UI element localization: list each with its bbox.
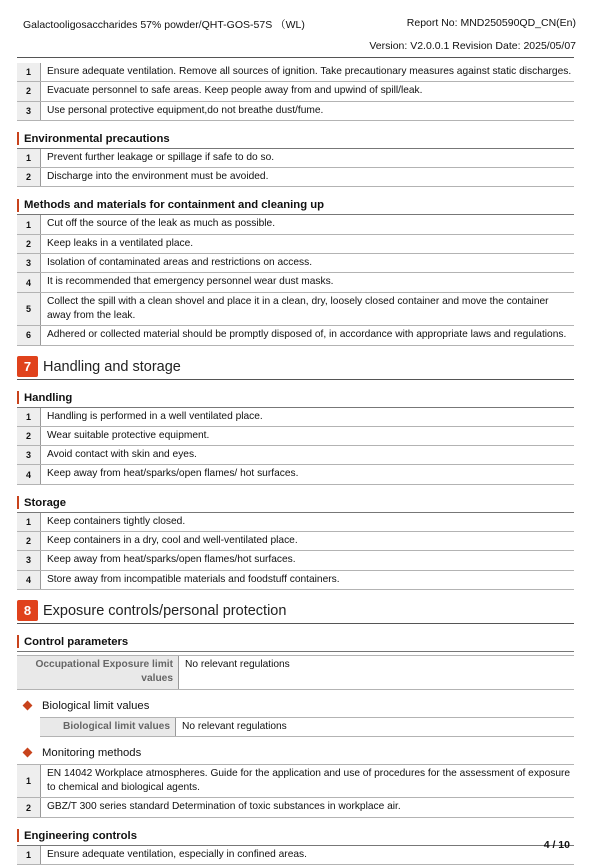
row-text: Keep away from heat/sparks/open flames/ hot surfaces. bbox=[47, 468, 299, 480]
table-row bbox=[17, 427, 574, 446]
table-row bbox=[17, 254, 574, 273]
document-body bbox=[17, 63, 574, 865]
monitoring-methods-heading: Monitoring methods bbox=[17, 745, 574, 761]
oel-label: Occupational Exposure limit values bbox=[17, 656, 179, 689]
table-row bbox=[17, 273, 574, 292]
row-text: Evacuate personnel to safe areas. Keep people away from and upwind of spill/leak. bbox=[47, 85, 423, 97]
table-row bbox=[17, 149, 574, 168]
section-title: Exposure controls/personal protection bbox=[43, 602, 287, 619]
row-text: Ensure adequate ventilation, especially in confined areas. bbox=[47, 848, 307, 860]
row-number: 2 bbox=[17, 235, 41, 253]
environmental-precautions-table bbox=[17, 149, 574, 188]
heading-accent-bar bbox=[17, 391, 19, 404]
section-heading-7 bbox=[17, 355, 574, 380]
handling-table bbox=[17, 408, 574, 485]
row-text: Handling is performed in a well ventilated place. bbox=[47, 410, 263, 422]
row-text: EN 14042 Workplace atmospheres. Guide for the application and use of procedures for the assessment of exposure to chemical and biological agents. bbox=[47, 767, 571, 794]
table-row bbox=[17, 532, 574, 551]
section-heading-8 bbox=[17, 599, 574, 624]
biological-limit-row bbox=[40, 717, 574, 737]
heading-accent-bar bbox=[17, 635, 19, 648]
table-row bbox=[17, 235, 574, 254]
row-text: Keep away from heat/sparks/open flames/hot surfaces. bbox=[47, 554, 296, 566]
methods-table bbox=[17, 215, 574, 345]
row-number: 5 bbox=[17, 293, 41, 326]
row-number: 4 bbox=[17, 571, 41, 589]
row-number: 2 bbox=[17, 168, 41, 186]
section-number-badge: 8 bbox=[17, 600, 38, 621]
version-info: Version: V2.0.0.1 Revision Date: 2025/05/07 bbox=[369, 40, 576, 52]
personal-precautions-table bbox=[17, 63, 574, 121]
row-number: 2 bbox=[17, 532, 41, 550]
report-number: Report No: MND250590QD_CN(En) bbox=[406, 17, 576, 29]
oel-row bbox=[17, 655, 574, 690]
row-text: GBZ/T 300 series standard Determination of toxic substances in workplace air. bbox=[47, 801, 401, 813]
table-row bbox=[17, 215, 574, 234]
table-row bbox=[17, 513, 574, 532]
table-row bbox=[17, 798, 574, 817]
row-number: 2 bbox=[17, 798, 41, 816]
row-number: 1 bbox=[17, 513, 41, 531]
row-number: 1 bbox=[17, 63, 41, 81]
table-row bbox=[17, 326, 574, 345]
subsection-heading-control-parameters: Control parameters bbox=[17, 633, 574, 652]
row-number: 4 bbox=[17, 465, 41, 483]
storage-table bbox=[17, 513, 574, 590]
heading-accent-bar bbox=[17, 829, 19, 842]
row-text: It is recommended that emergency personnel wear dust masks. bbox=[47, 276, 334, 288]
row-number: 1 bbox=[17, 215, 41, 233]
row-number: 3 bbox=[17, 446, 41, 464]
table-row bbox=[17, 846, 574, 865]
table-row bbox=[17, 551, 574, 570]
row-text: Adhered or collected material should be promptly disposed of, in accordance with appropriate laws and regulations. bbox=[47, 329, 567, 341]
subsection-heading-environmental: Environmental precautions bbox=[17, 130, 574, 149]
table-row bbox=[17, 168, 574, 187]
subsection-heading-engineering: Engineering controls bbox=[17, 827, 574, 846]
row-text: Wear suitable protective equipment. bbox=[47, 429, 210, 441]
biological-limit-heading: Biological limit values bbox=[17, 698, 574, 714]
row-number: 4 bbox=[17, 273, 41, 291]
subsection-heading-handling: Handling bbox=[17, 389, 574, 408]
oel-value: No relevant regulations bbox=[185, 658, 290, 670]
section-number-badge: 7 bbox=[17, 356, 38, 377]
biological-limit-label: Biological limit values bbox=[40, 718, 176, 736]
header-divider bbox=[17, 57, 574, 58]
table-row bbox=[17, 63, 574, 82]
row-number: 2 bbox=[17, 82, 41, 100]
table-row bbox=[17, 82, 574, 101]
row-text: Ensure adequate ventilation. Remove all sources of ignition. Take precautionary measures against static discharges. bbox=[47, 66, 572, 77]
biological-limit-value: No relevant regulations bbox=[182, 720, 287, 732]
diamond-bullet-icon bbox=[23, 701, 33, 711]
row-number: 1 bbox=[17, 846, 41, 864]
table-row bbox=[17, 408, 574, 427]
table-row bbox=[17, 102, 574, 121]
row-number: 3 bbox=[17, 102, 41, 120]
row-number: 3 bbox=[17, 254, 41, 272]
diamond-bullet-icon bbox=[23, 748, 33, 758]
table-row bbox=[17, 571, 574, 590]
heading-accent-bar bbox=[17, 496, 19, 509]
monitoring-table bbox=[17, 764, 574, 818]
subsection-heading-storage: Storage bbox=[17, 494, 574, 513]
row-text: Collect the spill with a clean shovel and place it in a clean, dry, loosely closed container and move the container away from the leak. bbox=[47, 295, 549, 321]
row-number: 1 bbox=[17, 408, 41, 426]
row-text: Discharge into the environment must be avoided. bbox=[47, 171, 269, 183]
row-number: 1 bbox=[17, 765, 41, 798]
row-text: Store away from incompatible materials and foodstuff containers. bbox=[47, 573, 340, 585]
row-text: Prevent further leakage or spillage if safe to do so. bbox=[47, 151, 275, 163]
row-text: Use personal protective equipment,do not breathe dust/fume. bbox=[47, 104, 324, 116]
row-number: 2 bbox=[17, 427, 41, 445]
row-number: 3 bbox=[17, 551, 41, 569]
table-row bbox=[17, 465, 574, 484]
row-number: 1 bbox=[17, 149, 41, 167]
engineering-controls-table bbox=[17, 846, 574, 865]
row-text: Keep leaks in a ventilated place. bbox=[47, 237, 194, 249]
row-text: Cut off the source of the leak as much as possible. bbox=[47, 218, 276, 230]
row-text: Avoid contact with skin and eyes. bbox=[47, 449, 197, 461]
table-row bbox=[17, 293, 574, 327]
row-number: 6 bbox=[17, 326, 41, 344]
heading-accent-bar bbox=[17, 199, 19, 212]
page-number: 4 / 10 bbox=[543, 839, 570, 851]
section-title: Handling and storage bbox=[43, 358, 181, 375]
heading-accent-bar bbox=[17, 132, 19, 145]
product-name: Galactooligosaccharides 57% powder/QHT-GOS-57S （WL) bbox=[23, 19, 305, 31]
subsection-heading-methods: Methods and materials for containment and cleaning up bbox=[17, 196, 574, 215]
row-text: Keep containers tightly closed. bbox=[47, 515, 186, 527]
table-row bbox=[17, 765, 574, 799]
table-row bbox=[17, 446, 574, 465]
row-text: Isolation of contaminated areas and restrictions on access. bbox=[47, 257, 313, 269]
row-text: Keep containers in a dry, cool and well-ventilated place. bbox=[47, 535, 298, 547]
